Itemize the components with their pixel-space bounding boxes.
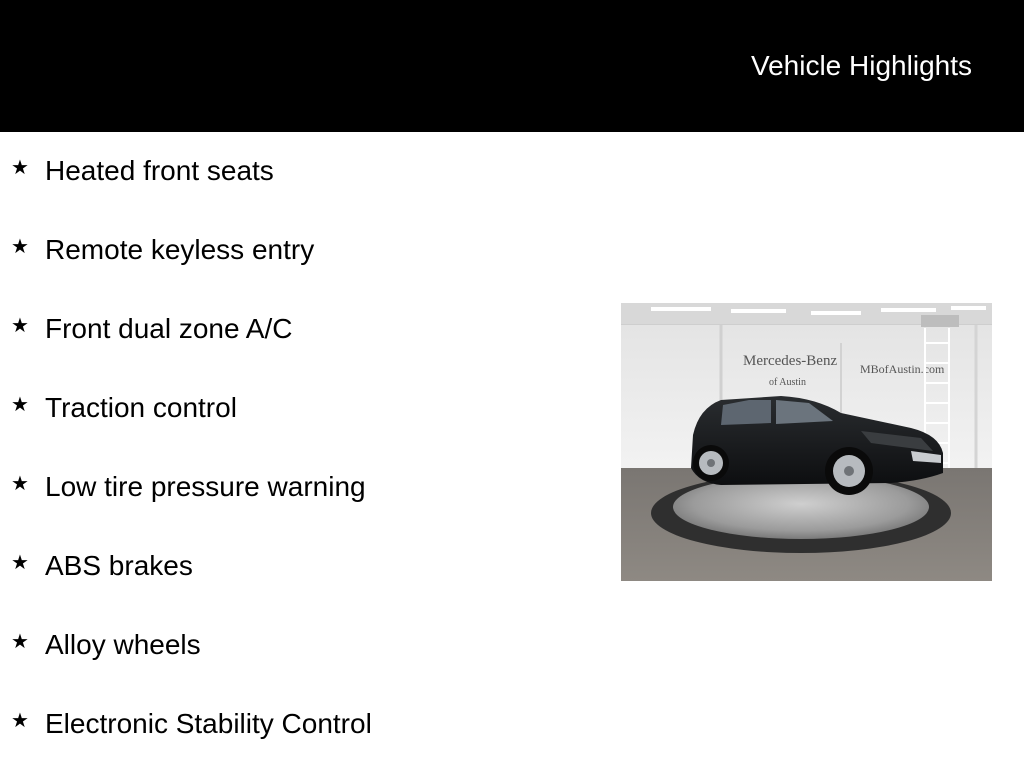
svg-text:Mercedes-Benz: Mercedes-Benz	[743, 353, 838, 369]
header-bar	[0, 0, 1024, 132]
star-icon: ★	[11, 392, 29, 416]
star-icon: ★	[11, 155, 29, 179]
list-item	[11, 230, 314, 270]
star-icon: ★	[11, 550, 29, 574]
vehicle-photo	[621, 303, 992, 581]
list-item	[11, 704, 372, 744]
list-item	[11, 625, 201, 665]
list-item	[11, 467, 366, 507]
list-item	[11, 388, 237, 428]
highlight-label: Front dual zone A/C	[45, 313, 293, 344]
star-icon: ★	[11, 708, 29, 732]
list-item	[11, 151, 274, 191]
highlight-label: Electronic Stability Control	[45, 708, 372, 739]
star-icon: ★	[11, 313, 29, 337]
highlight-label: ABS brakes	[45, 550, 193, 581]
list-item	[11, 546, 193, 586]
highlight-label: Remote keyless entry	[45, 234, 315, 265]
highlight-label: Low tire pressure warning	[45, 471, 366, 502]
star-icon: ★	[11, 629, 29, 653]
page-title: Vehicle Highlights	[750, 50, 972, 81]
list-item	[11, 309, 292, 349]
highlight-label: Heated front seats	[45, 155, 274, 186]
svg-text:of Austin: of Austin	[769, 377, 806, 388]
star-icon: ★	[11, 234, 29, 258]
highlight-label: Traction control	[45, 392, 237, 423]
svg-text:MBofAustin.com: MBofAustin.com	[860, 362, 945, 376]
highlight-label: Alloy wheels	[45, 629, 201, 660]
star-icon: ★	[11, 471, 29, 495]
